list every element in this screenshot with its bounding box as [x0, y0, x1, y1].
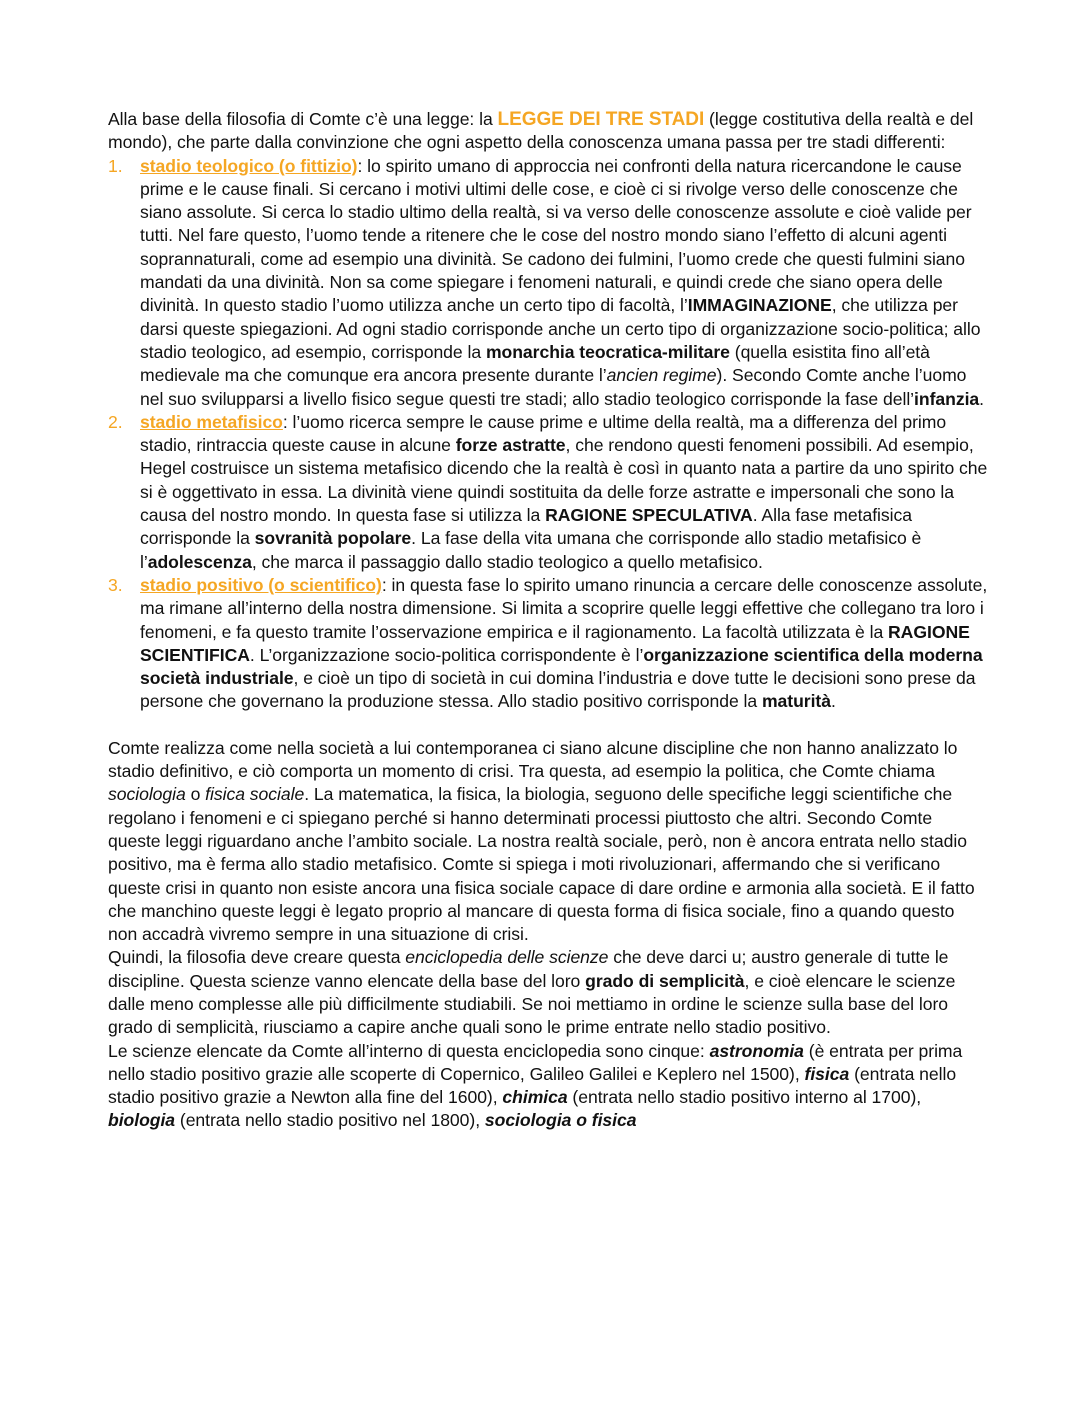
stages-list — [108, 155, 988, 714]
list-number: 3. — [108, 574, 123, 595]
stage-term-teologico: stadio teologico (o fittizio) — [140, 155, 358, 176]
science-chimica: chimica — [502, 1087, 568, 1108]
encyclopedia-paragraph: Quindi, la filosofia deve creare questa enciclopedia delle scienze che deve darci u; austro generale di tutte le discipline. Questa scienze vanno elencate della base del loro grado di semplicità, e cioè elencare le scienze dalle meno complesse alle più difficilmente studiabili. Se noi mettiamo in ordine le scienze sulla base del loro grado di semplicità, riusciamo a capire anche quali sono le prime entrate nello stadio positivo. — [108, 947, 956, 1038]
law-highlight: LEGGE DEI TRE STADI — [497, 109, 705, 130]
sciences-paragraph: Le scienze elencate da Comte all’interno di questa enciclopedia sono cinque: astronomia (è entrata per prima nello stadio positivo grazie alle scoperte di Copernico, Galileo Galilei e Keplero nel 1500), fisica (entrata nello stadio positivo grazie a Newton alla fine del 1600), chimica (entrata nello stadio positivo interno al 1700), biologia (entrata nello stadio positivo nel 1800), sociologia o fisica — [108, 1040, 963, 1131]
list-item-stage-2: 2. stadio metafisico: l’uomo ricerca sempre le cause prime e ultime della realtà, ma a differenza del primo stadio, rintraccia queste cause in alcune forze astratte, che rendono questi fenomeni possibili. Ad esempio, Hegel costruisce un sistema metafisico dicendo che la realtà è così in quanto nata a partire da uno spirito che si è oggettivato in essa. La divinità viene quindi sostituita da delle forze astratte e impersonali che sono la causa del nostro mondo. In questa fase si utilizza la RAGIONE SPECULATIVA. Alla fase metafisica corrisponde la sovranità popolare. La fase della vita umana che corrisponde allo stadio metafisico è l’adolescenza, che marca il passaggio dallo stadio teologico a quello metafisico. — [108, 411, 988, 572]
document-body — [108, 108, 988, 1133]
crisis-paragraph: Comte realizza come nella società a lui contemporanea ci siano alcune discipline che non hanno analizzato lo stadio definitivo, e ciò comporta un momento di crisi. Tra questa, ad esempio la politica, che Comte chiama sociologia o fisica sociale. La matematica, la fisica, la biologia, seguono delle specifiche leggi scientifiche che regolano i fenomeni e ci spiegano perché si hanno determinati processi piuttosto che altri. Secondo Comte queste leggi riguardano anche l’ambito sociale. La nostra realtà sociale, però, non è ancora entrata nello stadio positivo, ma è ferma allo stadio metafisico. Comte si spiega i moti rivoluzionari, affermando che si verificano queste crisi in quanto non esiste ancora una fisica sociale capace di dare ordine e armonia alla società. E il fatto che manchino queste leggi è legato proprio al mancare di questa forma di fisica sociale, fino a quando questo non accadrà vivremo sempre in una situazione di crisi. — [108, 737, 975, 945]
science-sociologia: sociologia o fisica — [484, 1110, 637, 1131]
list-item-stage-1: 1. stadio teologico (o fittizio): lo spirito umano di approccia nei confronti della natura ricercandone le cause prime e le cause finali. Si cercano i motivi ultimi delle cose, e cioè ci si rivolge verso delle conoscenze che siano assolute. Si cerca lo stadio ultimo della realtà, si va verso delle conoscenze assolute e cioè valide per tutti. Nel fare questo, l’uomo tende a ritenere che le cose del nostro mondo siano l’effetto di alcuni agenti soprannaturali, come ad esempio una divinità. Se cadono dei fulmini, l’uomo crede che questi fulmini siano mandati da una divinità. Non sa come spiegare i fenomeni naturali, e quindi crede che siano opera delle divinità. In questo stadio l’uomo utilizza anche un certo tipo di facoltà, l’IMMAGINAZIONE, che utilizza per darsi queste spiegazioni. Ad ogni stadio corrisponde anche un certo tipo di organizzazione socio-politica; allo stadio teologico, ad esempio, corrisponde la monarchia teocratica-militare (quella esistita fino all’età medievale ma che comunque era ancora presente durante l’ancien regime). Secondo Comte anche l’uomo nel suo svilupparsi a livello fisico segue questi tre stadi; allo stadio teologico corrisponde la fase dell’infanzia. — [108, 155, 984, 409]
stage-term-metafisico: stadio metafisico — [140, 411, 283, 432]
list-item-stage-3: 3. stadio positivo (o scientifico): in questa fase lo spirito umano rinuncia a cercare delle conoscenze assolute, ma rimane all’interno della nostra dimensione. Si limita a scoprire quelle leggi effettive che collegano tra loro i fenomeni, e fa questo tramite l’osservazione empirica e il ragionamento. La facoltà utilizzata è la RAGIONE SCIENTIFICA. L’organizzazione socio-politica corrispondente è l’organizzazione scientifica della moderna società industriale, e cioè un tipo di società in cui domina l’industria e dove tutte le decisioni sono prese da persone che governano la produzione stessa. Allo stadio positivo corrisponde la maturità. — [108, 574, 988, 712]
science-astronomia: astronomia — [709, 1040, 804, 1061]
paragraph-spacer — [108, 714, 988, 737]
intro-paragraph: Alla base della filosofia di Comte c’è una legge: la LEGGE DEI TRE STADI (legge costitutiva della realtà e del mondo), che parte dalla convinzione che ogni aspetto della conoscenza umana passa per tre stadi differenti: — [108, 109, 974, 153]
science-fisica: fisica — [804, 1063, 850, 1084]
list-number: 2. — [108, 411, 123, 432]
stage-term-positivo: stadio positivo (o scientifico) — [140, 574, 382, 595]
science-biologia: biologia — [108, 1110, 176, 1131]
list-number: 1. — [108, 155, 123, 176]
